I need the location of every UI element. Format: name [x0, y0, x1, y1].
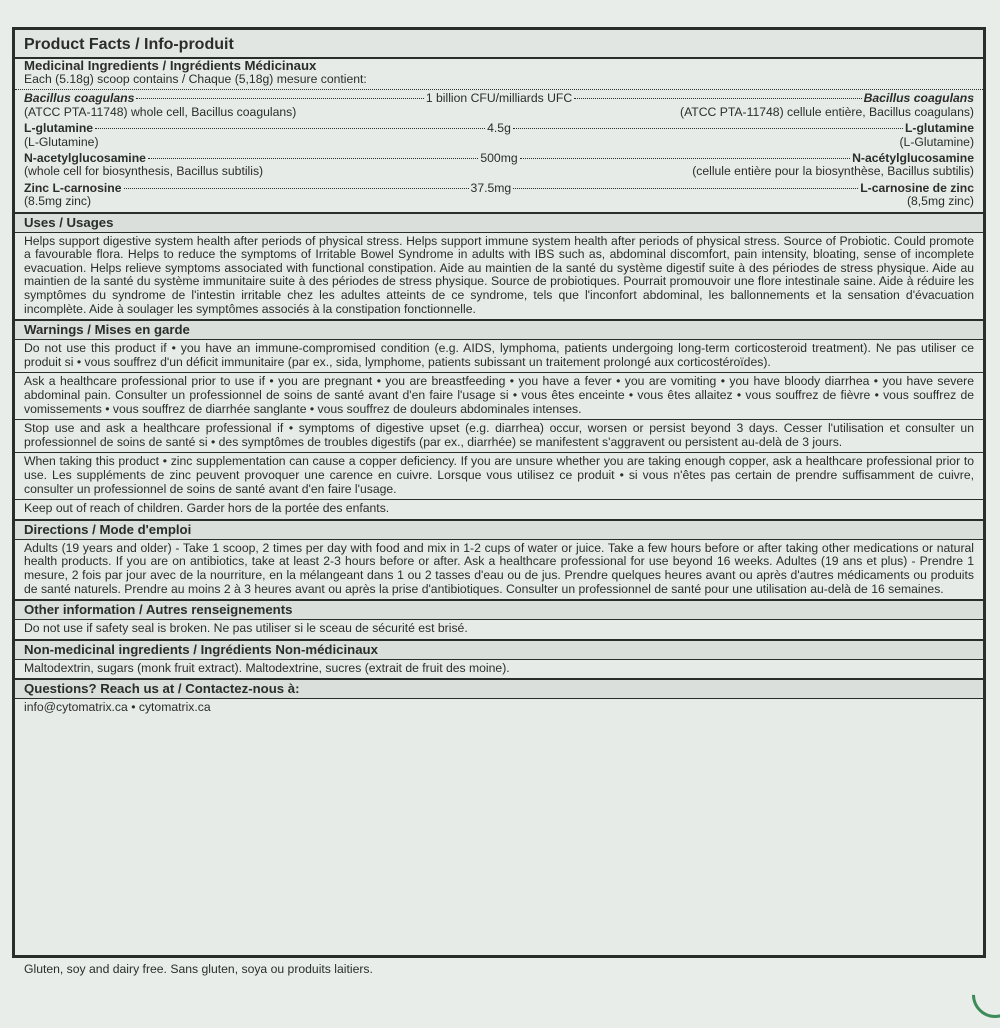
dot-leader [124, 188, 469, 189]
warnings-heading: Warnings / Mises en garde [15, 321, 983, 340]
warning-paragraph: Stop use and ask a healthcare professional if • symptoms of digestive upset (e.g. diarrhea) occur, worsen or persist beyond 3 days. Cesser l'utilisation et consulter un professionnel de soins de santé si • des symptômes de troubles digestifs (par ex., diarrhée) se manifestent s'aggravent ou persistent au-delà de 3 jours. [15, 420, 983, 453]
ingredient-row [24, 92, 974, 105]
warning-paragraph: Keep out of reach of children. Garder hors de la portée des enfants. [24, 501, 390, 516]
nonmedicinal-heading: Non-medicinal ingredients / Ingrédients Non-médicinaux [15, 641, 983, 660]
medicinal-intro [15, 59, 983, 90]
dot-leader [513, 128, 903, 129]
dot-leader [95, 128, 485, 129]
corner-arc-decoration [962, 962, 1000, 1027]
questions-section [15, 680, 983, 718]
ingredient-amount: 1 billion CFU/milliards UFC [425, 91, 573, 106]
warning-paragraph: When taking this product • zinc supplementation can cause a copper deficiency. If you are unsure whether you are taking enough copper, ask a healthcare professional prior to use. Les suppléments de zinc peuvent provoquer une carence en cuivre. Lorsque vous utilisez ce produit • si vous n'êtes pas certain de prendre suffisamment de cuivre, consulter un professionnel de soins de santé avant d'en faire l'usage. [15, 453, 983, 500]
ingredient-amount: 37.5mg [470, 180, 512, 195]
ingredient-name-fr: L-carnosine de zinc [860, 180, 974, 195]
ingredient-source-fr: (8,5mg zinc) [906, 194, 974, 209]
ingredient-source-en: (8.5mg zinc) [24, 194, 92, 209]
ingredient-name-en: Bacillus coagulans [24, 91, 135, 106]
ingredient-source-fr: (cellule entière pour la biosynthèse, Bacillus subtilis) [692, 164, 974, 179]
ingredient-name-en: L-glutamine [24, 121, 94, 136]
contact-text: info@cytomatrix.ca • cytomatrix.ca [24, 700, 211, 715]
ingredient-source-en: (L-Glutamine) [24, 134, 99, 149]
ingredient-name-en: N-acetylglucosamine [24, 151, 146, 166]
ingredient-source-fr: (L-Glutamine) [899, 134, 974, 149]
ingredient-name-en: Zinc L-carnosine [24, 180, 122, 195]
ingredient-name-fr: N-acétylglucosamine [852, 151, 975, 166]
nonmedicinal-text: Maltodextrin, sugars (monk fruit extract). Maltodextrine, sucres (extrait de fruit des moine). [24, 660, 510, 675]
ingredient-row [24, 182, 974, 195]
dot-leader [136, 98, 423, 99]
uses-section [15, 214, 983, 322]
other-info-text: Do not use if safety seal is broken. Ne pas utiliser si le sceau de sécurité est brisé. [24, 621, 468, 636]
ingredient-name-fr: L-glutamine [904, 121, 975, 136]
ingredient-source-row [24, 136, 974, 149]
nonmedicinal-section [15, 641, 983, 681]
ingredient-row [24, 122, 974, 135]
medicinal-ingredients-section [15, 59, 983, 214]
ingredient-source-row [24, 195, 974, 208]
allergen-footer: Gluten, soy and dairy free. Sans gluten, soya ou produits laitiers. [24, 962, 373, 976]
directions-text: Adults (19 years and older) - Take 1 scoop, 2 times per day with food and mix in 1-2 cups of water or juice. Take a few hours before or after taking other medications or natural health products. If you are on antibiotics, take at least 2-3 hours before or after. Ask a healthcare professional for use beyond 16 weeks. Adultes (19 ans et plus) - Prendre 1 mesure, 2 fois par jour avec de la nourriture, en la mélangeant dans 1 ou 2 tasses d'eau ou de jus. Prendre quelques heures avant ou après d'autres médicaments ou produits de santé naturels. Prendre au moins 2 à 3 heures avant ou après la prise d'antibiotiques. Consulter un professionnel de santé pour une utilisation au-delà de 16 semaines. [24, 540, 974, 596]
directions-section [15, 521, 983, 601]
warnings-section [15, 321, 983, 521]
ingredient-amount: 500mg [480, 151, 518, 166]
ingredient-source-en: (whole cell for biosynthesis, Bacillus subtilis) [24, 164, 264, 179]
ingredient-source-row [24, 106, 974, 119]
product-facts-panel [12, 27, 986, 958]
dot-leader [574, 98, 861, 99]
directions-heading: Directions / Mode d'emploi [15, 521, 983, 540]
warning-paragraph: Do not use this product if • you have an immune-compromised condition (e.g. AIDS, lymphoma, patients undergoing long-term corticosteroid treatment). Ne pas utiliser ce produit si • vous souffrez d'un déficit immunitaire (par ex., sida, lymphome, patients subissant un traitement prolongé aux corticostéroïdes). [15, 340, 983, 373]
questions-heading: Questions? Reach us at / Contactez-nous à: [15, 680, 983, 699]
ingredient-source-en: (ATCC PTA-11748) whole cell, Bacillus coagulans) [24, 104, 297, 119]
uses-heading: Uses / Usages [15, 214, 983, 233]
medicinal-serving-text: Each (5.18g) scoop contains / Chaque (5,18g) mesure contient: [24, 72, 367, 87]
ingredient-source-fr: (ATCC PTA-11748) cellule entière, Bacillus coagulans) [680, 104, 974, 119]
ingredient-source-row [24, 165, 974, 178]
ingredient-row [24, 152, 974, 165]
dot-leader [520, 158, 850, 159]
other-info-heading: Other information / Autres renseignements [15, 601, 983, 620]
medicinal-heading: Medicinal Ingredients / Ingrédients Médicinaux [24, 58, 317, 73]
panel-title: Product Facts / Info-produit [15, 30, 983, 59]
ingredient-amount: 4.5g [487, 121, 511, 136]
other-info-section [15, 601, 983, 641]
dot-leader [513, 188, 858, 189]
ingredient-list [15, 90, 983, 208]
uses-text: Helps support digestive system health after periods of physical stress. Helps support immune system health after periods of physical stress. Source of Probiotic. Could promote a favourable flora. Helps to reduce the symptoms of Irritable Bowel Syndrome in adults with IBS such as, abdominal discomfort, pain intensity, bloating, sense of incomplete evacuation. Helps relieve symptoms associated with functional constipation. Aide au maintien de la santé du système digestif suite à des périodes de stress physique. Aide au maintien de la santé du système immunitaire suite à des périodes de stress physique. Source de probiotiques. Pourrait promouvoir une flore intestinale saine. Aide à réduire les symptômes du syndrome de l'intestin irritable chez les adultes atteints de ce syndrome, tels que l'inconfort abdominal, les ballonnements et la sensation d'évacuation incomplète. Aide à soulager les symptômes associés à la constipation fonctionnelle. [24, 233, 974, 316]
warning-paragraph: Ask a healthcare professional prior to use if • you are pregnant • you are breastfeeding • you have a fever • you are vomiting • you have bloody diarrhea • you have severe abdominal pain. Consulter un professionnel de soins de santé avant d'en faire l'usage si • vous êtes enceinte • vous êtes allaitez • vous souffrez de fièvre • vous souffrez de vomissements • vous souffrez de diarrhée sanglante • vous souffrez de douleurs abdominales intenses. [15, 373, 983, 420]
dot-leader [148, 158, 478, 159]
ingredient-name-fr: Bacillus coagulans [863, 91, 974, 106]
